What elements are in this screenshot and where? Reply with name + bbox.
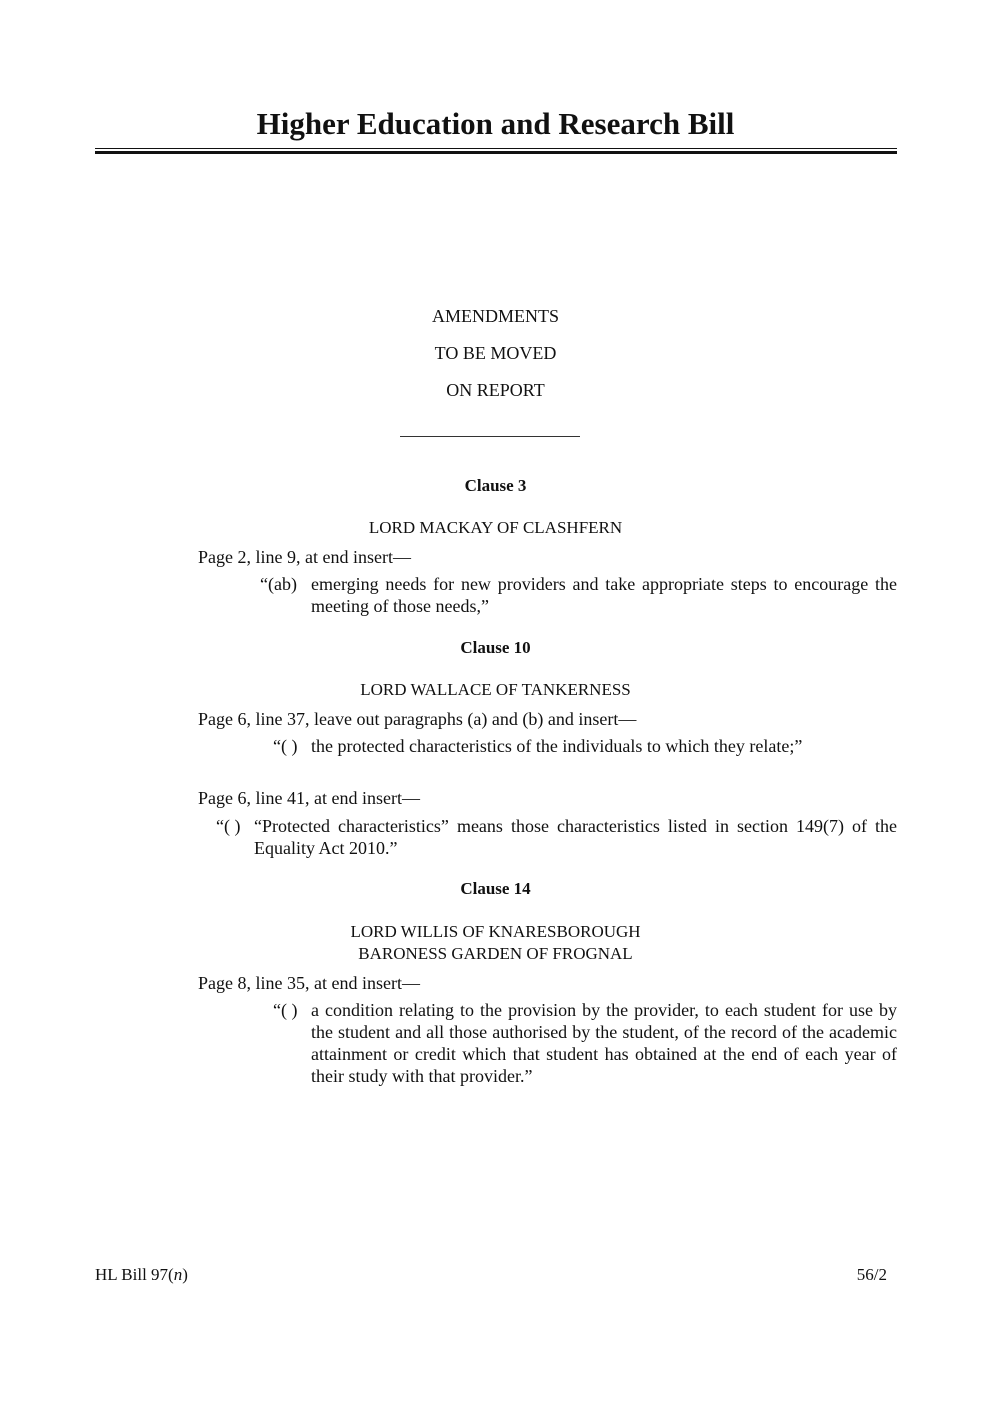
bill-number-prefix: HL Bill 97( bbox=[95, 1265, 174, 1284]
item-label: “( ) bbox=[216, 816, 241, 836]
member-name: LORD MACKAY OF CLASHFERN bbox=[368, 518, 623, 537]
item-label: “( ) bbox=[273, 1000, 298, 1020]
amendment-instruction: Page 2, line 9, at end insert— bbox=[198, 547, 411, 567]
amendment-text bbox=[273, 999, 897, 1087]
bill-number bbox=[95, 1265, 188, 1285]
item-text: “Protected characteristics” means those characteristics listed in section 149(7) of the Equality Act 2010.” bbox=[254, 816, 897, 858]
amendment-text bbox=[273, 735, 897, 757]
amendment-instruction: Page 6, line 41, at end insert— bbox=[198, 788, 420, 808]
amendment-text bbox=[260, 573, 897, 617]
amendment-instruction: Page 6, line 37, leave out paragraphs (a) and (b) and insert— bbox=[198, 709, 637, 729]
heading-line-2: TO BE MOVED bbox=[434, 343, 557, 363]
bill-number-suffix: ) bbox=[182, 1265, 188, 1284]
item-label: “( ) bbox=[273, 736, 298, 756]
heading-line-1: AMENDMENTS bbox=[431, 306, 559, 326]
amendment-instruction: Page 8, line 35, at end insert— bbox=[198, 973, 420, 993]
divider bbox=[400, 436, 580, 437]
item-text: a condition relating to the provision by the provider, to each student for use by the student and all those authorised by the student, of the record of the academic attainment or credit which that student has obtained at the end of each year of their study with that provider.” bbox=[311, 1000, 897, 1086]
bill-number-italic: n bbox=[173, 1265, 183, 1284]
clause-heading: Clause 14 bbox=[460, 879, 531, 898]
member-name: LORD WALLACE OF TANKERNESS bbox=[360, 680, 631, 699]
clause-heading: Clause 3 bbox=[464, 476, 527, 495]
member-name: LORD WILLIS OF KNARESBOROUGH bbox=[350, 922, 641, 941]
item-text: the protected characteristics of the individuals to which they relate;” bbox=[311, 736, 803, 756]
page-number: 56/2 bbox=[856, 1265, 887, 1284]
amendment-text bbox=[216, 815, 897, 859]
title-rule-thick bbox=[95, 151, 897, 154]
member-name: BARONESS GARDEN OF FROGNAL bbox=[358, 944, 633, 963]
item-label: “(ab) bbox=[260, 574, 297, 594]
clause-heading: Clause 10 bbox=[460, 638, 531, 657]
bill-title: Higher Education and Research Bill bbox=[256, 106, 735, 141]
title-rule-thin bbox=[95, 148, 897, 149]
item-text: emerging needs for new providers and take appropriate steps to encourage the meeting of those needs,” bbox=[311, 574, 897, 616]
heading-line-3: ON REPORT bbox=[446, 380, 545, 400]
